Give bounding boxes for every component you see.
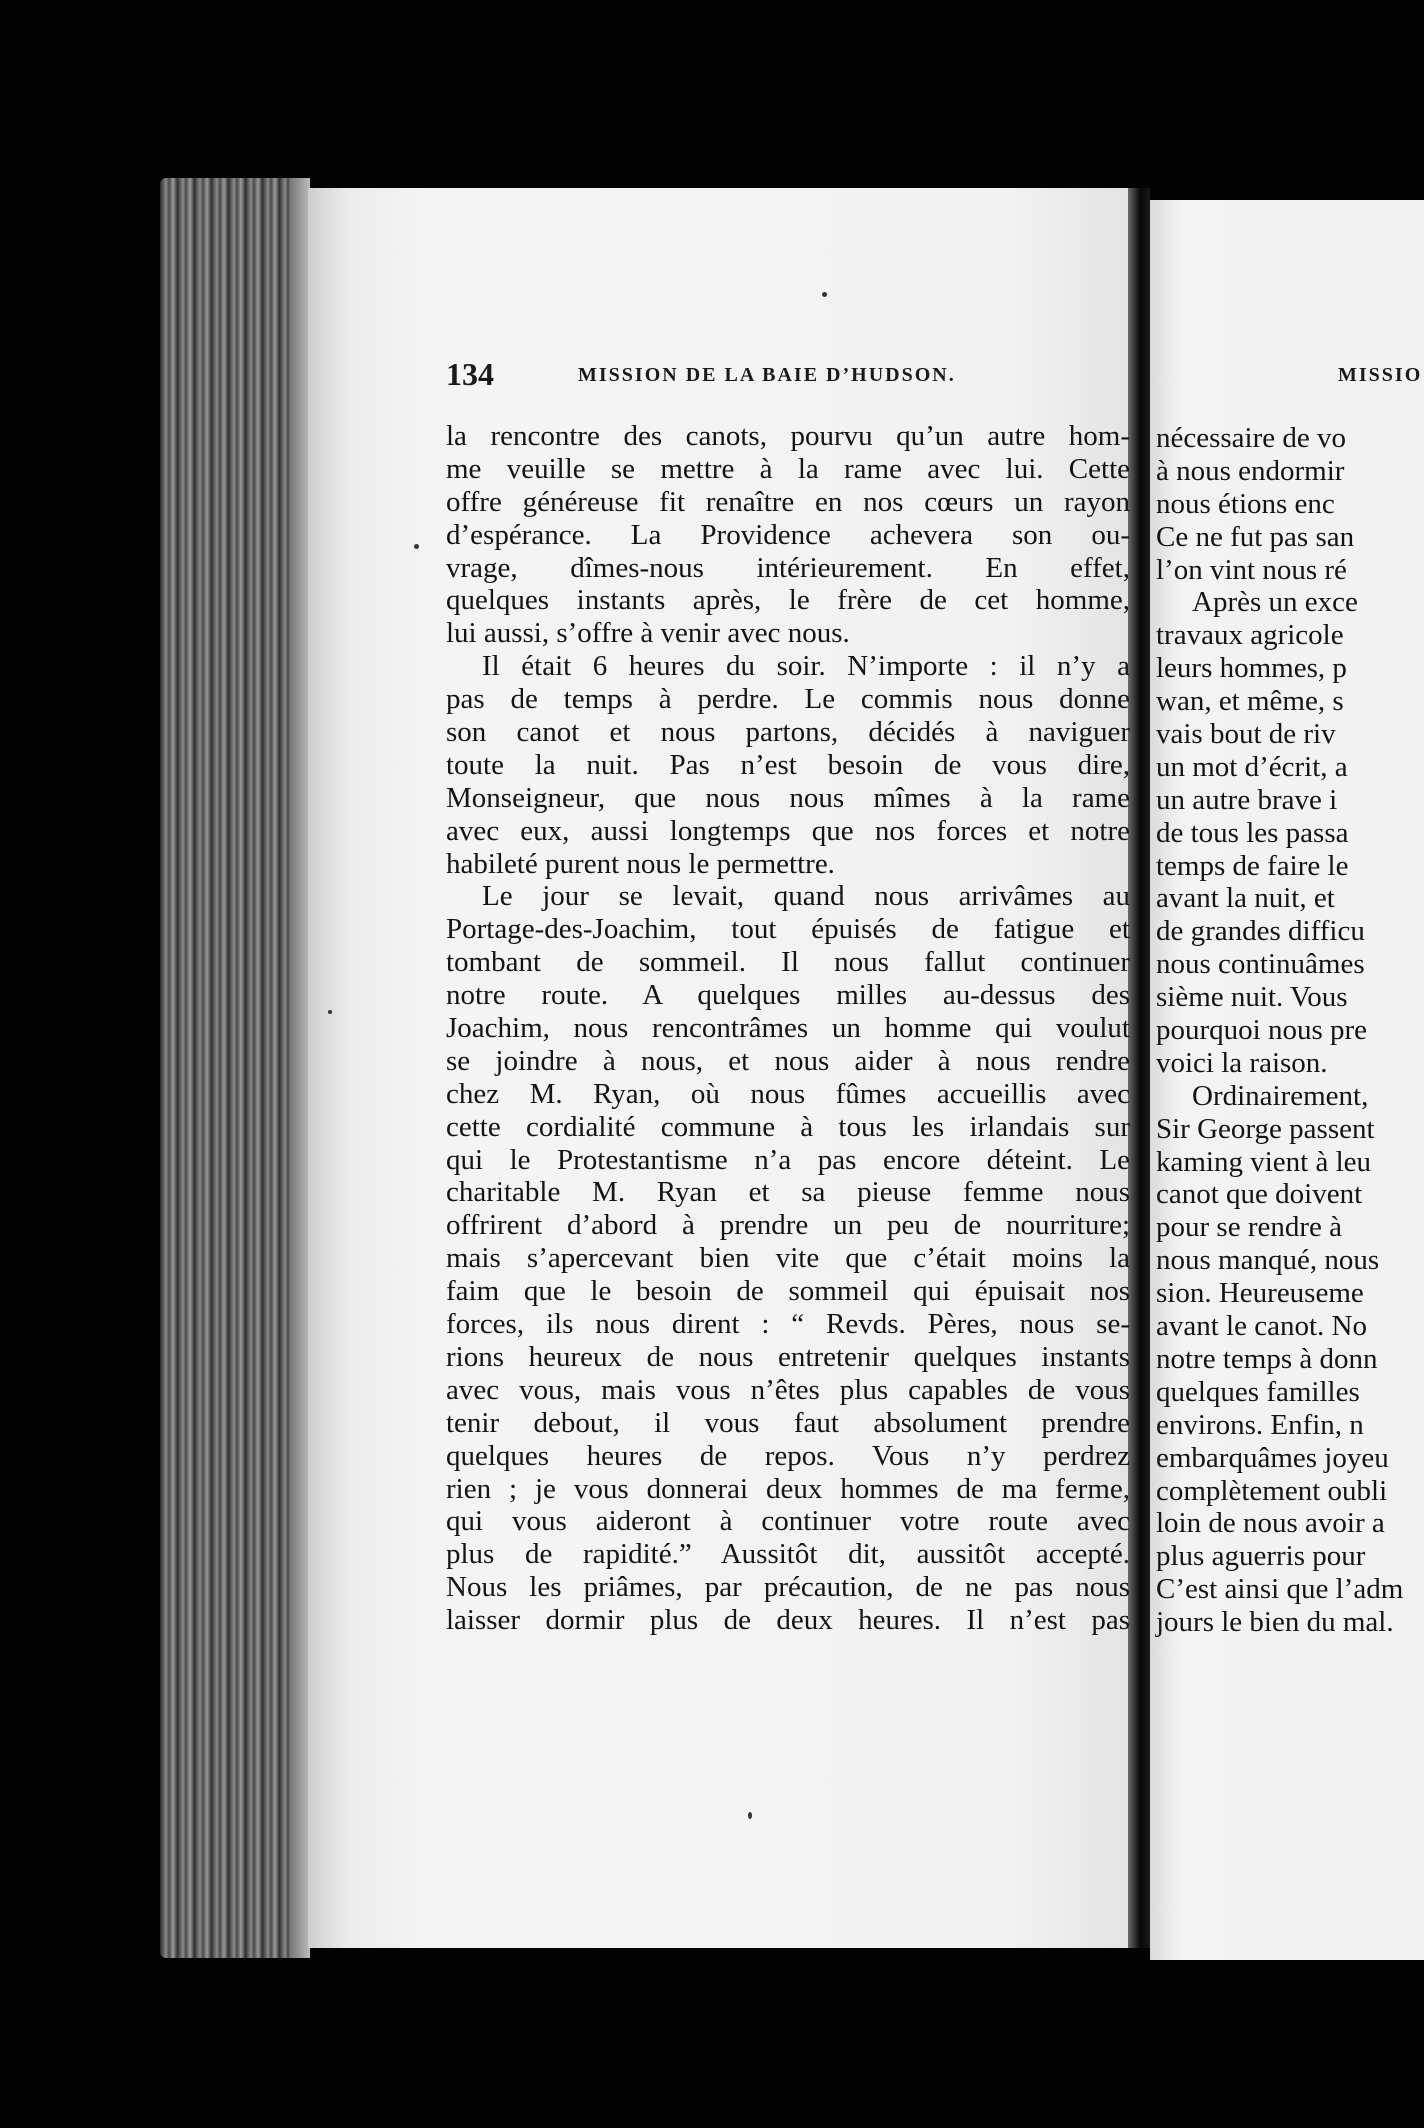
text-line: Nous les priâmes, par précaution, de ne pas nous <box>446 1571 1130 1604</box>
text-line: rions heureux de nous entretenir quelques instants <box>446 1340 1130 1373</box>
running-head <box>446 356 1126 396</box>
book-gutter <box>1128 188 1150 1948</box>
text-line: leurs hommes, p <box>1156 652 1347 685</box>
paper-speck <box>822 292 827 297</box>
text-line: nous étions enc <box>1156 487 1335 520</box>
right-running-head: MISSIO <box>1338 364 1423 386</box>
text-line: un mot d’écrit, a <box>1156 750 1348 783</box>
text-line: quelques familles <box>1156 1375 1360 1408</box>
paper-speck <box>328 1010 332 1014</box>
text-line: pas de temps à perdre. Le commis nous donne <box>446 683 1130 716</box>
text-line: Monseigneur, que nous nous mîmes à la rame <box>446 781 1130 814</box>
text-line: tombant de sommeil. Il nous fallut continuer <box>446 946 1130 979</box>
text-line: quelques instants après, le frère de cet homme, <box>446 584 1130 617</box>
text-line: avec vous, mais vous n’êtes plus capables de vous <box>446 1373 1130 1406</box>
text-line: offre généreuse fit renaître en nos cœurs un rayon <box>446 485 1130 518</box>
text-line: qui le Protestantisme n’a pas encore déteint. Le <box>446 1143 1130 1176</box>
text-line: Le jour se levait, quand nous arrivâmes au <box>482 880 1130 913</box>
text-line: Sir George passent <box>1156 1112 1375 1145</box>
text-line: Ordinairement, <box>1192 1079 1369 1112</box>
text-line: nous continuâmes <box>1156 948 1365 981</box>
text-line: wan, et même, s <box>1156 685 1344 718</box>
text-line: lui aussi, s’offre à venir avec nous. <box>446 617 850 650</box>
text-line: pour se rendre à <box>1156 1211 1342 1244</box>
text-line: C’est ainsi que l’adm <box>1156 1573 1404 1606</box>
text-line: laisser dormir plus de deux heures. Il n’est pas <box>446 1604 1130 1637</box>
text-line: cette cordialité commune à tous les irlandais sur <box>446 1110 1130 1143</box>
text-line: notre route. A quelques milles au-dessus des <box>446 979 1130 1012</box>
text-line: kaming vient à leu <box>1156 1145 1372 1178</box>
text-line: quelques heures de repos. Vous n’y perdrez <box>446 1439 1130 1472</box>
text-line: me veuille se mettre à la rame avec lui. Cette <box>446 452 1130 485</box>
text-line: avant la nuit, et <box>1156 882 1335 915</box>
text-line: notre temps à donn <box>1156 1342 1378 1375</box>
text-line: plus de rapidité.” Aussitôt dit, aussitôt accepté. <box>446 1538 1130 1571</box>
text-line: faim que le besoin de sommeil qui épuisait nos <box>446 1275 1130 1308</box>
text-line: son canot et nous partons, décidés à naviguer <box>446 716 1130 749</box>
text-line: Portage-des-Joachim, tout épuisés de fatigue et <box>446 913 1130 946</box>
text-line: nous manqué, nous <box>1156 1244 1380 1277</box>
left-page-text <box>446 420 1130 1637</box>
page-number: 134 <box>446 356 494 392</box>
text-line: sième nuit. Vous <box>1156 981 1348 1014</box>
running-head-title: MISSION DE LA BAIE D’HUDSON. <box>578 364 956 386</box>
text-line: Ce ne fut pas san <box>1156 520 1355 553</box>
right-page <box>1150 200 1424 1960</box>
text-line: sion. Heureuseme <box>1156 1277 1364 1310</box>
paper-speck <box>748 1812 752 1819</box>
text-line: plus aguerris pour <box>1156 1540 1366 1573</box>
text-line: tenir debout, il vous faut absolument prendre <box>446 1406 1130 1439</box>
text-line: se joindre à nous, et nous aider à nous rendre <box>446 1044 1130 1077</box>
text-line: l’on vint nous ré <box>1156 553 1347 586</box>
text-line: charitable M. Ryan et sa pieuse femme nous <box>446 1176 1130 1209</box>
text-line: de tous les passa <box>1156 816 1349 849</box>
text-line: toute la nuit. Pas n’est besoin de vous dire, <box>446 748 1130 781</box>
text-line: d’espérance. La Providence achevera son ou- <box>446 518 1130 551</box>
text-line: voici la raison. <box>1156 1046 1328 1079</box>
text-line: loin de nous avoir a <box>1156 1507 1385 1540</box>
text-line: à nous endormir <box>1156 454 1345 487</box>
text-line: complètement oubli <box>1156 1474 1388 1507</box>
text-line: environs. Enfin, n <box>1156 1408 1364 1441</box>
text-line: Joachim, nous rencontrâmes un homme qui voulut <box>446 1012 1130 1045</box>
text-line: mais s’apercevant bien vite que c’était moins la <box>446 1242 1130 1275</box>
text-line: un autre brave i <box>1156 783 1338 816</box>
text-line: avant le canot. No <box>1156 1310 1367 1343</box>
text-line: canot que doivent <box>1156 1178 1363 1211</box>
text-line: rien ; je vous donnerai deux hommes de ma ferme, <box>446 1472 1130 1505</box>
text-line: vais bout de riv <box>1156 718 1336 751</box>
text-line: avec eux, aussi longtemps que nos forces et notre <box>446 814 1130 847</box>
text-line: de grandes difficu <box>1156 915 1365 948</box>
paper-speck <box>414 544 419 549</box>
text-line: temps de faire le <box>1156 849 1349 882</box>
text-line: embarquâmes joyeu <box>1156 1441 1389 1474</box>
text-line: vrage, dîmes-nous intérieurement. En effet, <box>446 551 1130 584</box>
text-line: habileté purent nous le permettre. <box>446 847 835 880</box>
text-line: la rencontre des canots, pourvu qu’un autre hom- <box>446 420 1130 452</box>
text-line: jours le bien du mal. <box>1156 1606 1394 1639</box>
page-block-edge <box>160 178 310 1958</box>
text-line: chez M. Ryan, où nous fûmes accueillis avec <box>446 1077 1130 1110</box>
text-line: forces, ils nous dirent : “ Revds. Pères, nous se- <box>446 1308 1130 1341</box>
text-line: nécessaire de vo <box>1156 422 1347 454</box>
text-line: travaux agricole <box>1156 619 1344 652</box>
text-line: Il était 6 heures du soir. N’importe : il n’y a <box>482 650 1130 683</box>
text-line: qui vous aideront à continuer votre route avec <box>446 1505 1130 1538</box>
text-line: pourquoi nous pre <box>1156 1014 1368 1047</box>
right-page-text <box>1156 422 1424 1639</box>
text-line: offrirent d’abord à prendre un peu de nourriture; <box>446 1209 1130 1242</box>
text-line: Après un exce <box>1192 586 1358 619</box>
